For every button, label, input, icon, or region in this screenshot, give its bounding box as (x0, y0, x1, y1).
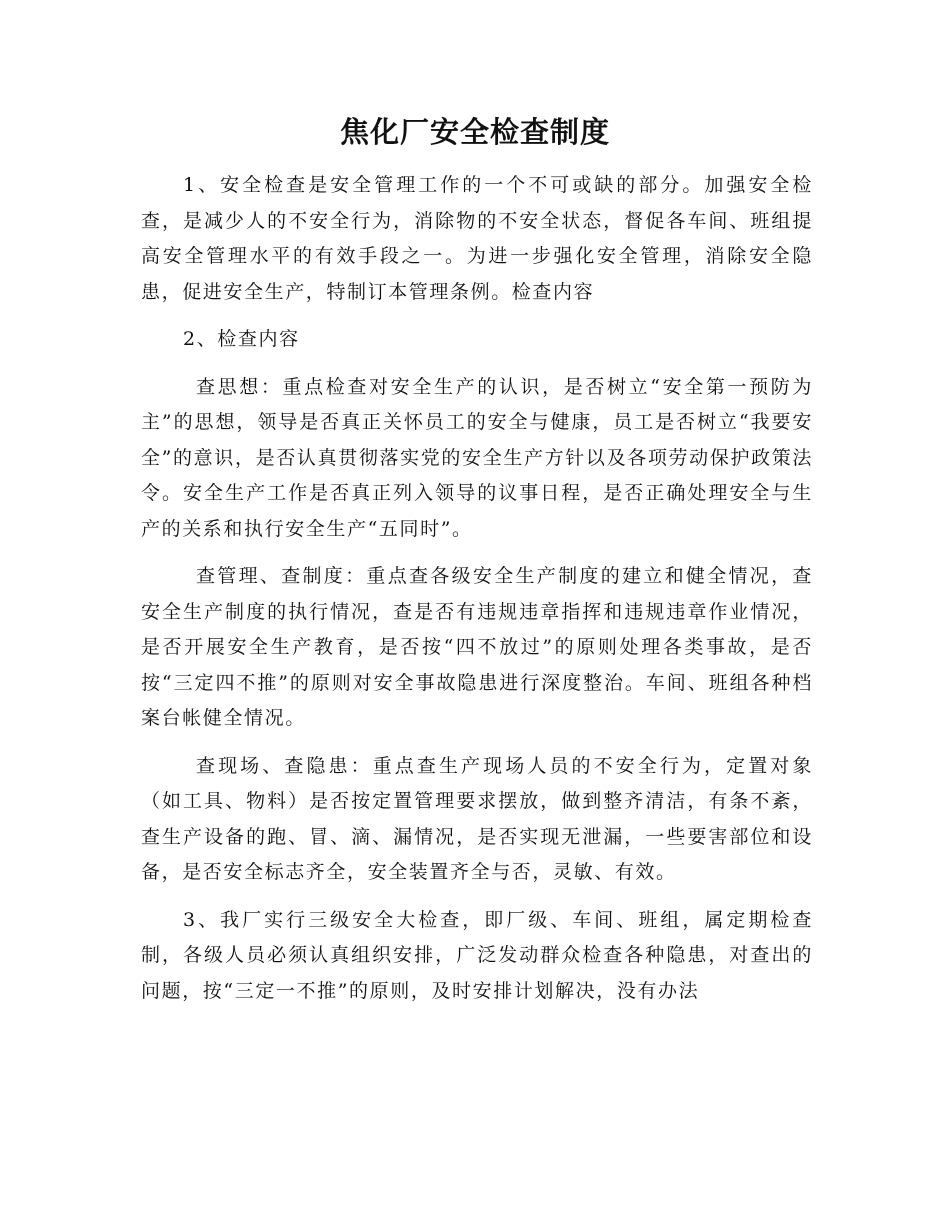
paragraph-three-level-inspection: 3、我厂实行三级安全大检查，即厂级、车间、班组，属定期检查制，各级人员必须认真组织安排，广泛发动群众检查各种隐患，对查出的问题，按“三定一不推”的原则，及时安排计划解决，没有办法 (141, 908, 813, 1002)
document-title: 焦化厂安全检查制度 (339, 115, 610, 149)
paragraph-check-management: 查管理、查制度：重点查各级安全生产制度的建立和健全情况，查安全生产制度的执行情况，查是否有违规违章指挥和违规违章作业情况，是否开展安全生产教育，是否按“四不放过”的原则处理各类事故，是否按“三定四不推”的原则对安全事故隐患进行深度整治。车间、班组各种档案台帐健全情况。 (141, 565, 813, 729)
paragraph-check-thinking: 查思想：重点检查对安全生产的认识，是否树立“安全第一预防为主”的思想，领导是否真正关怀员工的安全与健康，员工是否树立“我要安全”的意识，是否认真贯彻落实党的安全生产方针以及各项劳动保护政策法令。安全生产工作是否真正列入领导的议事日程，是否正确处理安全与生产的关系和执行安全生产“五同时”。 (141, 375, 813, 540)
document-body (141, 168, 813, 1021)
paragraph-inspection-content-heading: 2、检查内容 (183, 328, 300, 350)
paragraph-safety-inspection-intro: 1、安全检查是安全管理工作的一个不可或缺的部分。加强安全检查，是减少人的不安全行为，消除物的不安全状态，督促各车间、班组提高安全管理水平的有效手段之一。为进一步强化安全管理，消除安全隐患，促进安全生产，特制订本管理条例。检查内容 (141, 174, 813, 303)
paragraph-check-site-hazards: 查现场、查隐患：重点查生产现场人员的不安全行为，定置对象（如工具、物料）是否按定置管理要求摆放，做到整齐清洁，有条不紊，查生产设备的跑、冒、滴、漏情况，是否实现无泄漏，一些要害部位和设备，是否安全标志齐全，安全装置齐全与否，灵敏、有效。 (141, 754, 813, 883)
